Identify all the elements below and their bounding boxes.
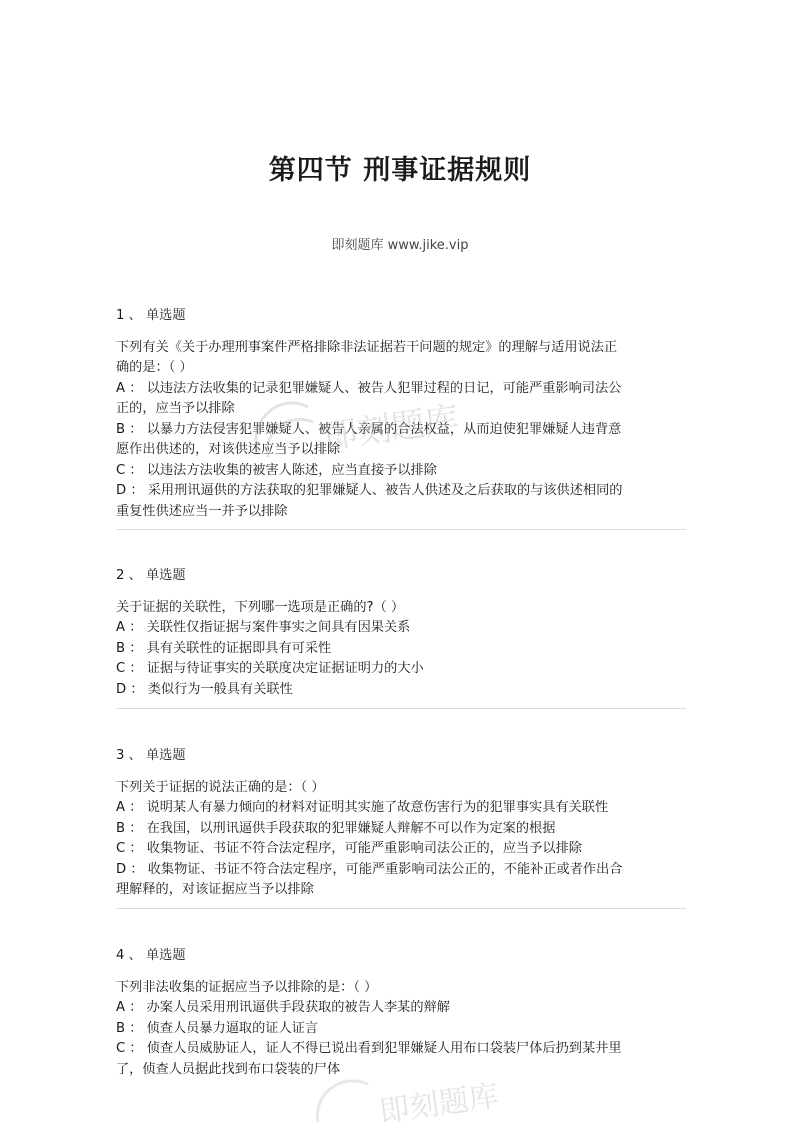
question-4-option-b: B ： 侦查人员暴力逼取的证人证言 — [116, 1020, 319, 1036]
question-3-option-a: A ： 说明某人有暴力倾向的材料对证明其实施了故意伤害行为的犯罪事实具有关联性 — [116, 800, 609, 815]
watermark-text: 即刻题库 — [321, 399, 462, 458]
page-title: 第四节 刑事证据规则 — [268, 155, 532, 186]
question-2-option-d: D ： 类似行为一般具有关联性 — [116, 681, 293, 697]
question-1-option-a-line-2: 正的，应当予以排除 — [116, 401, 235, 416]
question-1-type: 1 、 单选题 — [116, 308, 186, 323]
question-1-stem-line-2: 确的是：（ ） — [116, 360, 193, 375]
question-1-option-c: C ： 以违法方法收集的被害人陈述，应当直接予以排除 — [116, 462, 437, 478]
question-2 — [116, 566, 688, 700]
question-1-option-b-line-1: B ： 以暴力方法侵害犯罪嫌疑人、被告人亲属的合法权益，从而迫使犯罪嫌疑人违背意 — [116, 421, 622, 437]
page-subtitle: 即刻题库 www.jike.vip — [331, 238, 469, 253]
question-3-type: 3 、 单选题 — [116, 748, 186, 763]
question-2-option-b: B ： 具有关联性的证据即具有可采性 — [116, 640, 332, 656]
divider — [116, 708, 686, 709]
question-1-option-d-line-2: 重复性供述应当一并予以排除 — [116, 503, 288, 519]
question-4-stem: 下列非法收集的证据应当予以排除的是：（ ） — [116, 979, 378, 995]
question-2-stem: 关于证据的关联性，下列哪一选项是正确的?（ ） — [116, 599, 405, 615]
question-2-option-c: C ： 证据与待证事实的关联度决定证据证明力的大小 — [116, 661, 424, 676]
question-4-type: 4 、 单选题 — [116, 948, 186, 963]
divider — [116, 529, 686, 530]
question-4-option-c-line-2: 了，侦查人员据此找到布口袋装的尸体 — [116, 1061, 341, 1077]
question-2-type: 2 、 单选题 — [116, 568, 186, 583]
question-1-stem-line-1: 下列有关《关于办理刑事案件严格排除非法证据若干问题的规定》的理解与适用说法正 — [116, 339, 618, 355]
question-3-option-b: B ： 在我国，以刑讯逼供手段获取的犯罪嫌疑人辩解不可以作为定案的根据 — [116, 820, 556, 836]
question-1-option-b-line-2: 愿作出供述的，对该供述应当予以排除 — [116, 442, 341, 457]
question-4-option-a: A ： 办案人员采用刑讯逼供手段获取的被告人李某的辩解 — [116, 1000, 450, 1015]
question-4 — [116, 946, 688, 1080]
watermark-text-bottom: 即刻题库 — [377, 1078, 501, 1131]
question-1 — [116, 306, 688, 522]
divider — [116, 908, 686, 909]
question-3-stem: 下列关于证据的说法正确的是：（ ） — [116, 779, 325, 795]
question-3-option-d-line-1: D ： 收集物证、书证不符合法定程序，可能严重影响司法公正的，不能补正或者作出合 — [116, 861, 623, 877]
question-4-option-c-line-1: C ： 侦查人员威胁证人，证人不得已说出看到犯罪嫌疑人用布口袋装尸体后扔到某井里 — [116, 1041, 622, 1056]
question-3-option-c: C ： 收集物证、书证不符合法定程序，可能严重影响司法公正的，应当予以排除 — [116, 841, 582, 856]
question-3-option-d-line-2: 理解释的，对该证据应当予以排除 — [116, 882, 314, 897]
question-1-option-d-line-1: D ： 采用刑讯逼供的方法获取的犯罪嫌疑人、被告人供述及之后获取的与该供述相同的 — [116, 483, 623, 498]
question-3 — [116, 746, 688, 901]
question-2-option-a: A ： 关联性仅指证据与案件事实之间具有因果关系 — [116, 620, 411, 635]
question-1-option-a-line-1: A ： 以违法方法收集的记录犯罪嫌疑人、被告人犯罪过程的日记，可能严重影响司法公 — [116, 380, 622, 396]
